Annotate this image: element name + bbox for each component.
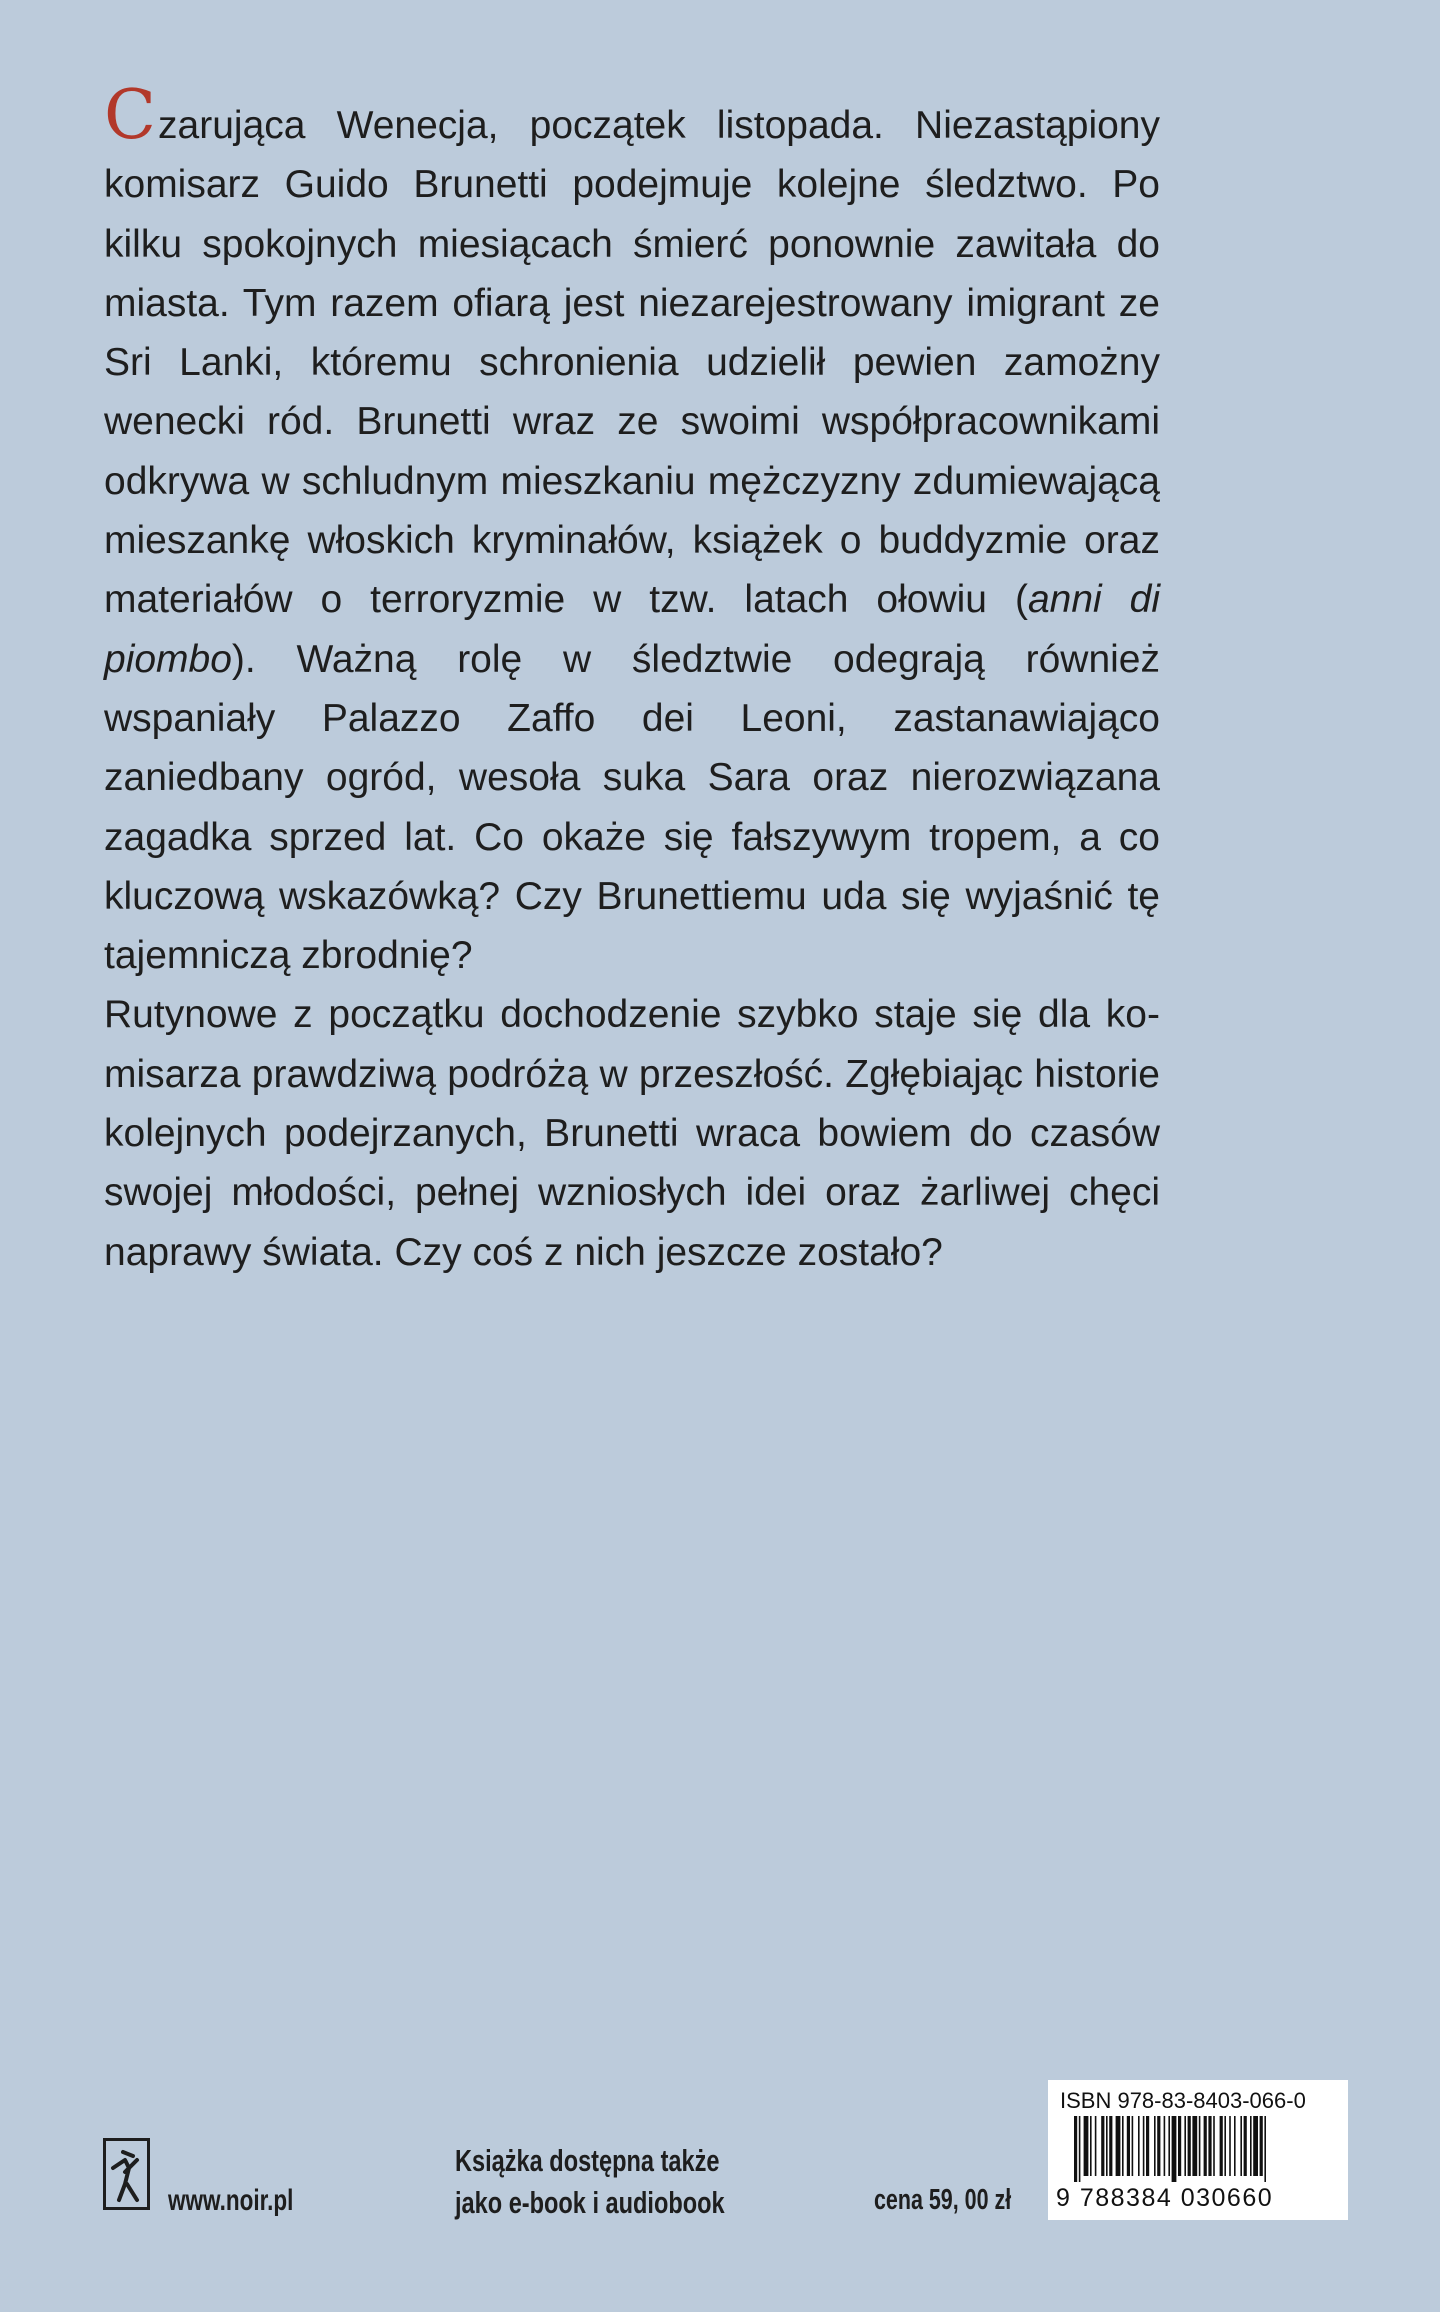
barcode-bar bbox=[1138, 2116, 1140, 2176]
price-label: cena 59, 00 zł bbox=[874, 2184, 1012, 2216]
barcode-bar bbox=[1264, 2116, 1266, 2182]
barcode-bar bbox=[1090, 2116, 1092, 2176]
barcode-bar bbox=[1132, 2116, 1134, 2176]
barcode-bar bbox=[1122, 2116, 1124, 2176]
barcode-bar bbox=[1184, 2116, 1186, 2176]
blurb-paragraph-1 bbox=[104, 76, 1160, 985]
barcode-bar bbox=[1224, 2116, 1226, 2176]
blurb-paragraph-2: Rutynowe z początku dochodzenie szybko staje się dla komisarza prawdziwą podróżą w przeszłość. Zgłębiając historie kolejnych podejrzanych, Brunetti wraca bowiem do czasów swojej młodości, pełnej wzniosłych idei oraz żarliwej chęci naprawy świata. Czy coś z nich jeszcze zostało? bbox=[104, 993, 1160, 1274]
barcode-bar bbox=[1127, 2116, 1130, 2176]
availability-line-2: jako e-book i audiobook bbox=[455, 2185, 725, 2220]
barcode-bar bbox=[1192, 2116, 1197, 2176]
barcode-bar bbox=[1199, 2116, 1201, 2176]
barcode-bar bbox=[1178, 2116, 1181, 2176]
barcode-bar bbox=[1168, 2116, 1170, 2176]
barcode-bar bbox=[1240, 2116, 1242, 2176]
back-cover-blurb bbox=[104, 76, 1160, 1282]
barcode-bar bbox=[1204, 2116, 1207, 2176]
barcode-bar bbox=[1188, 2116, 1191, 2176]
ean-number: 9 788384 030660 bbox=[1056, 2184, 1274, 2212]
barcode-bar bbox=[1095, 2116, 1097, 2176]
barcode-bar bbox=[1116, 2116, 1121, 2176]
barcode-bar bbox=[1213, 2116, 1215, 2176]
barcode-bar bbox=[1260, 2116, 1263, 2176]
barcode-bar bbox=[1109, 2116, 1112, 2176]
barcode-bar bbox=[1172, 2116, 1177, 2182]
barcode-bar bbox=[1074, 2116, 1077, 2182]
blurb-italic-phrase: anni di piombo bbox=[104, 578, 1160, 681]
barcode-bar bbox=[1084, 2116, 1089, 2176]
isbn-barcode-box bbox=[1048, 2080, 1348, 2220]
barcode-bar bbox=[1253, 2116, 1258, 2176]
drop-cap: C bbox=[104, 76, 157, 155]
barcode-bar bbox=[1079, 2116, 1081, 2182]
barcode-bar bbox=[1157, 2116, 1160, 2176]
barcode-bar bbox=[1208, 2116, 1211, 2176]
barcode-bar bbox=[1146, 2116, 1149, 2176]
barcode-icon bbox=[1060, 2116, 1336, 2182]
barcode-bar bbox=[1250, 2116, 1252, 2176]
barcode-bar bbox=[1101, 2116, 1104, 2176]
cover-footer bbox=[0, 2070, 1440, 2270]
barcode-bar bbox=[1106, 2116, 1108, 2176]
availability-line-1: Książka dostępna także bbox=[455, 2143, 720, 2178]
barcode-bar bbox=[1244, 2116, 1247, 2176]
blurb-paragraph-1-end: ). Ważną rolę w śledztwie odegrają również wspaniały Palazzo Zaffo dei Leoni, zastanawiająco zaniedbany ogród, wesoła suka Sara oraz nierozwiązana zagadka sprzed lat. Co okaże się fałszywym tropem, a co kluczową wskazówką? Czy Brunettiemu uda się wyjaśnić tę tajemniczą zbrodnię? bbox=[104, 637, 1160, 978]
barcode-bar bbox=[1234, 2116, 1236, 2176]
publisher-website: www.noir.pl bbox=[168, 2184, 294, 2217]
publisher-logo-icon bbox=[103, 2138, 150, 2210]
barcode-bar bbox=[1164, 2116, 1166, 2176]
barcode-bar bbox=[1154, 2116, 1156, 2176]
barcode-bar bbox=[1229, 2116, 1231, 2176]
barcode-bar bbox=[1143, 2116, 1145, 2176]
availability-note bbox=[455, 2140, 725, 2224]
blurb-paragraph-1-text: zarująca Wenecja, początek listopada. Niezastąpiony komisarz Guido Brunetti podejmuje kolejne śledztwo. Po kilku spokojnych miesiącach śmierć ponownie zawitała do miasta. Tym razem ofiarą jest niezarejestrowany imigrant ze Sri Lanki, któremu schronienia udzielił pewien zamożny wenecki ród. Brunetti wraz ze swoimi współpracownikami odkrywa w schludnym mieszkaniu mężczyzny zdumiewającą mieszankę włoskich kryminałów, książek o buddyzmie oraz materiałów o terroryzmie w tzw. latach ołowiu ( bbox=[104, 104, 1160, 622]
isbn-number: ISBN 978-83-8403-066-0 bbox=[1060, 2088, 1306, 2113]
barcode-bar bbox=[1220, 2116, 1223, 2176]
